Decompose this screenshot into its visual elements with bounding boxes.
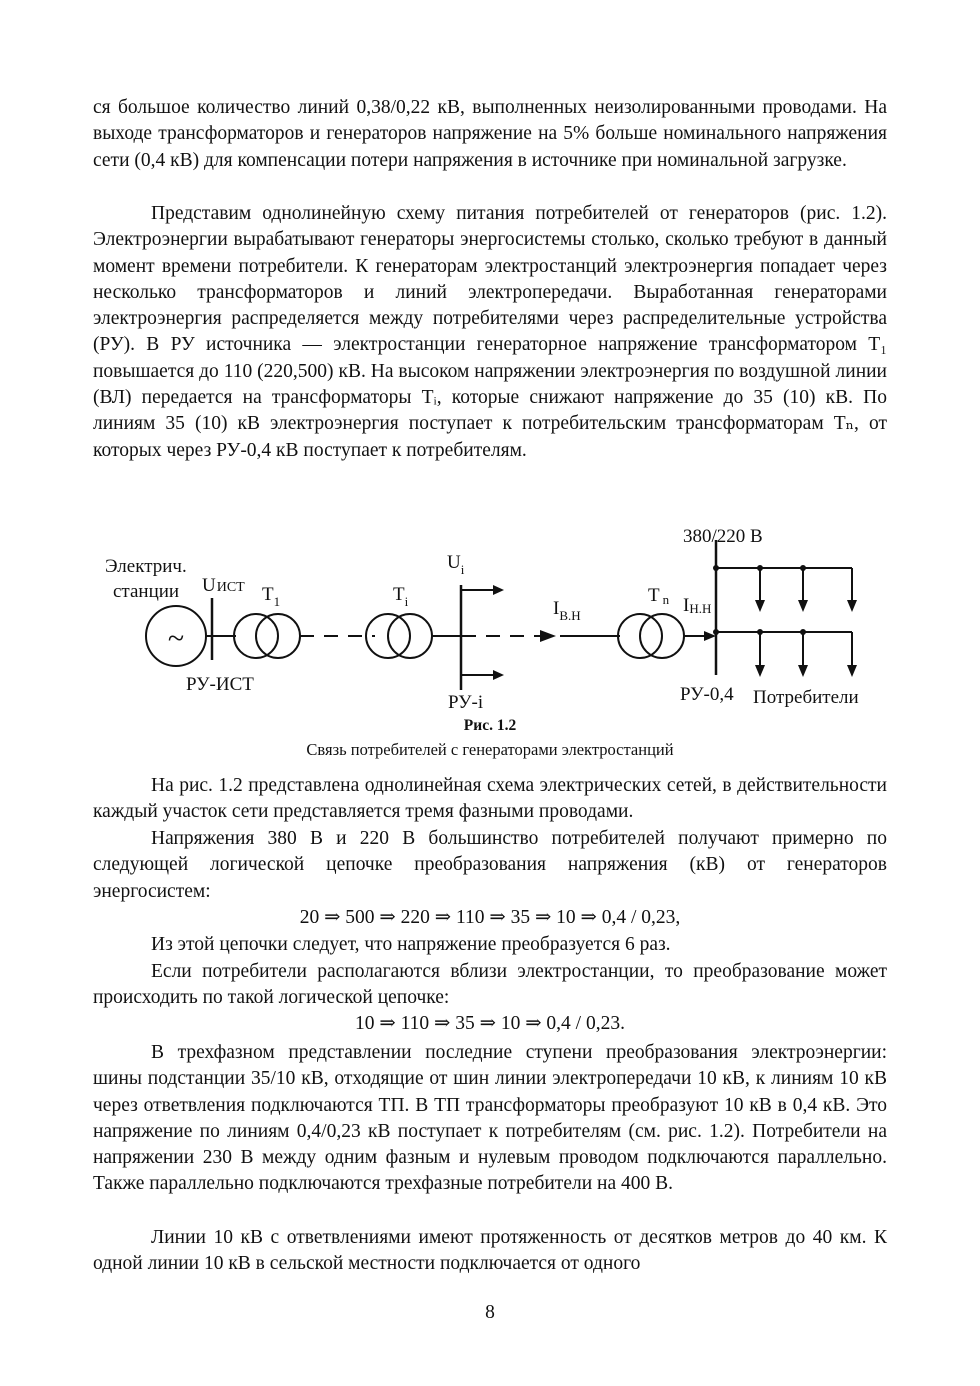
figure-caption-text: Связь потребителей с генераторами электростанций bbox=[306, 740, 674, 759]
label-tn: T n bbox=[648, 585, 670, 607]
consumer-arrow bbox=[798, 600, 808, 612]
label-ivn: $I_{В.Н}$ bbox=[553, 598, 581, 623]
arrow-ui-bottom bbox=[493, 670, 504, 680]
paragraph-1: ся большое количество линий 0,38/0,22 кВ, выполненных неизолированными проводами. На выходе трансформаторов и генераторов напряжение на 5% больше номинального напряжения сети (0,4 кВ) для компенсации потери напряжения в источнике при номинальной загрузке. bbox=[93, 97, 887, 171]
paragraph-5: Из этой цепочки следует, что напряжение преобразуется 6 раз. bbox=[151, 934, 671, 955]
paragraph-7: В трехфазном представлении последние ступени преобразования электроэнергии: шины подстанции 35/10 кВ, отходящие от шин линии электропередачи 10 кВ, к линиям 10 кВ через ответвления подключаются ТП. В ТП трансформаторы преобразуют 10 кВ в 0,4 кВ. Это напряжение по линиям 0,4/0,23 кВ поступает к потребителям (см. рис. 1.2). Потребители на напряжении 230 В между одним фазным и нулевым проводом подключаются параллельно. Также параллельно подключаются трехфазные потребители на 400 В. bbox=[93, 1042, 887, 1195]
figure-1-2 bbox=[0, 515, 980, 715]
label-ui: $U_i$ bbox=[447, 552, 465, 577]
paragraph-8: Линии 10 кВ с ответвлениями имеют протяженность от десятков метров до 40 км. К одной линии 10 кВ в сельской местности подключается от одного bbox=[93, 1227, 887, 1275]
label-ru-ist: РУ-ИСТ bbox=[186, 674, 254, 695]
paragraph-3: На рис. 1.2 представлена однолинейная схема электрических сетей, в действительности каждый участок сети представляется тремя фазными проводами. bbox=[93, 775, 887, 823]
label-ru-i: РУ-i bbox=[448, 692, 484, 713]
consumer-arrow bbox=[798, 665, 808, 677]
paragraph-4: Напряжения 380 В и 220 В большинство потребителей получают примерно по следующей логической цепочке преобразования напряжения (кВ) от генераторов энергосистем: bbox=[93, 828, 887, 902]
formula-2: 10 ⇒ 110 ⇒ 35 ⇒ 10 ⇒ 0,4 / 0,23. bbox=[355, 1013, 625, 1034]
label-station-1: Электрич. bbox=[105, 556, 187, 577]
formula-1: 20 ⇒ 500 ⇒ 220 ⇒ 110 ⇒ 35 ⇒ 10 ⇒ 0,4 / 0,23, bbox=[299, 907, 681, 928]
paragraph-6: Если потребители располагаются вблизи электростанции, то преобразование может происходить по такой логической цепочке: bbox=[93, 961, 887, 1009]
label-ru-04: РУ-0,4 bbox=[680, 684, 734, 705]
arrow-ui-top bbox=[493, 585, 504, 595]
label-inn: IН.Н bbox=[683, 595, 712, 616]
label-consumers: Потребители bbox=[753, 687, 859, 708]
arrow-ivn bbox=[540, 630, 556, 642]
consumer-arrow bbox=[847, 600, 857, 612]
paragraph-2: Представим однолинейную схему питания потребителей от генераторов (рис. 1.2). Электроэнергии вырабатывают генераторы энергосистемы столько, сколько требуют в данный момент времени потребители. К генераторам электростанций электроэнергия попадает через несколько трансформаторов и линий электропередачи. Выработанная генераторами электроэнергия распределяется между потребителями через распределительные устройства (РУ). В РУ источника — электростанции генераторное напряжение трансформатором T₁ повышается до 110 (220,500) кВ. На высоком напряжении электроэнергия по воздушной линии (ВЛ) передается на трансформаторы Tᵢ, которые снижают напряжение до 35 (10) кВ. По линиям 35 (10) кВ электроэнергия поступает к потребительским трансформаторам Tₙ, от которых через РУ-0,4 кВ поступает к потребителям. bbox=[93, 203, 887, 461]
label-ti: $T_i$ bbox=[393, 584, 409, 609]
consumer-arrow bbox=[847, 665, 857, 677]
label-t1: $T_1$ bbox=[262, 584, 281, 609]
label-voltage: 380/220 В bbox=[683, 526, 763, 547]
consumer-arrow bbox=[755, 600, 765, 612]
consumer-arrow bbox=[755, 665, 765, 677]
page-number: 8 bbox=[485, 1302, 495, 1323]
figure-caption-title: Рис. 1.2 bbox=[463, 717, 517, 734]
label-station-2: станции bbox=[113, 581, 180, 602]
label-u-ist: UИСТ bbox=[202, 575, 245, 596]
generator-tilde: ~ bbox=[167, 622, 185, 655]
